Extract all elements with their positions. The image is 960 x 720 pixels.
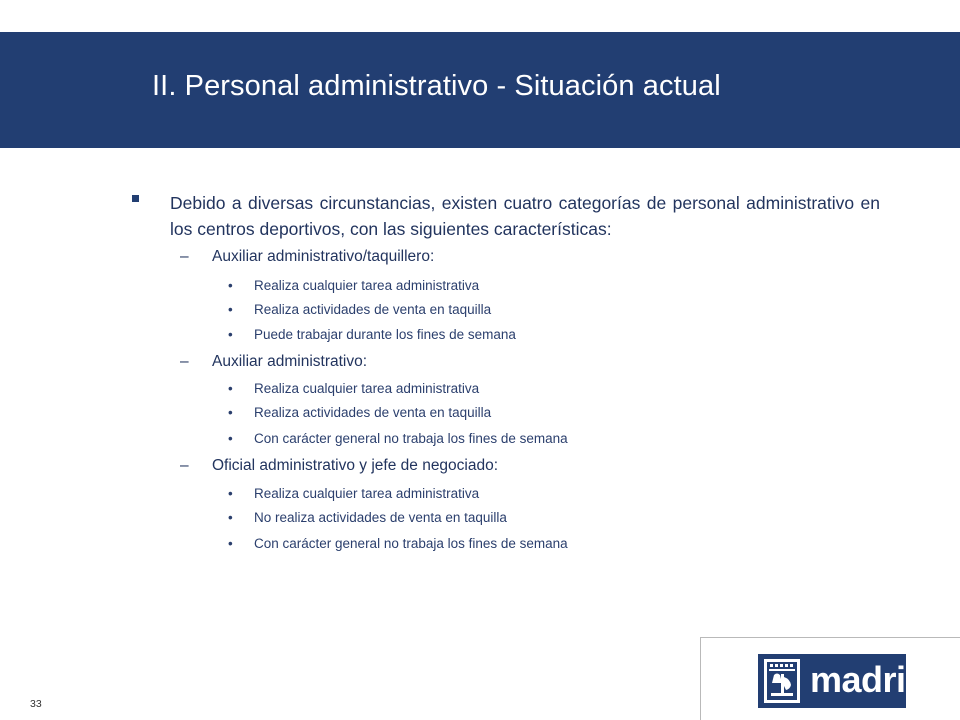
category-heading <box>180 457 498 475</box>
bullet-glyph: • <box>228 431 233 446</box>
list-item-text: Con carácter general no trabaja los fines de semana <box>254 536 568 551</box>
madrid-crest-icon <box>762 657 802 705</box>
category-heading <box>180 353 367 371</box>
list-item-text: Realiza cualquier tarea administrativa <box>254 381 480 396</box>
list-item-text: Puede trabajar durante los fines de semana <box>254 327 516 342</box>
page-number: 33 <box>30 698 42 710</box>
category-label: Auxiliar administrativo: <box>212 353 368 370</box>
bullet-glyph: • <box>228 405 233 420</box>
bullet-glyph: • <box>228 302 233 317</box>
list-item <box>228 327 516 342</box>
list-item-text: Con carácter general no trabaja los fines de semana <box>254 431 568 446</box>
bullet-glyph: • <box>228 327 233 342</box>
list-item <box>228 510 507 525</box>
intro-text: Debido a diversas circunstancias, existen cuatro categorías de personal administrativo en los centros deportivos, con las siguientes características: <box>170 193 880 239</box>
dash-glyph: – <box>180 457 189 474</box>
list-item <box>228 431 568 446</box>
square-bullet-icon <box>132 195 139 202</box>
bullet-glyph: • <box>228 278 233 293</box>
intro-bullet <box>132 190 880 242</box>
slide-title: II. Personal administrativo - Situación actual <box>152 70 721 102</box>
category-heading <box>180 248 434 266</box>
dash-glyph: – <box>180 248 189 265</box>
list-item-text: Realiza actividades de venta en taquilla <box>254 405 492 420</box>
bullet-glyph: • <box>228 486 233 501</box>
list-item-text: Realiza actividades de venta en taquilla <box>254 302 492 317</box>
logo-wordmark: madrid <box>810 659 928 700</box>
category-label: Oficial administrativo y jefe de negociado: <box>212 457 499 474</box>
bullet-glyph: • <box>228 381 233 396</box>
footer-divider-horizontal <box>700 637 960 638</box>
dash-glyph: – <box>180 353 189 370</box>
list-item-text: No realiza actividades de venta en taquilla <box>254 510 507 525</box>
list-item <box>228 405 491 420</box>
category-label: Auxiliar administrativo/taquillero: <box>212 248 435 265</box>
list-item-text: Realiza cualquier tarea administrativa <box>254 278 480 293</box>
list-item <box>228 536 568 551</box>
footer-divider-vertical <box>700 637 701 720</box>
bullet-glyph: • <box>228 510 233 525</box>
list-item <box>228 302 491 317</box>
list-item <box>228 486 479 501</box>
list-item <box>228 381 479 396</box>
list-item-text: Realiza cualquier tarea administrativa <box>254 486 480 501</box>
madrid-logo <box>758 654 928 708</box>
bullet-glyph: • <box>228 536 233 551</box>
list-item <box>228 278 479 293</box>
